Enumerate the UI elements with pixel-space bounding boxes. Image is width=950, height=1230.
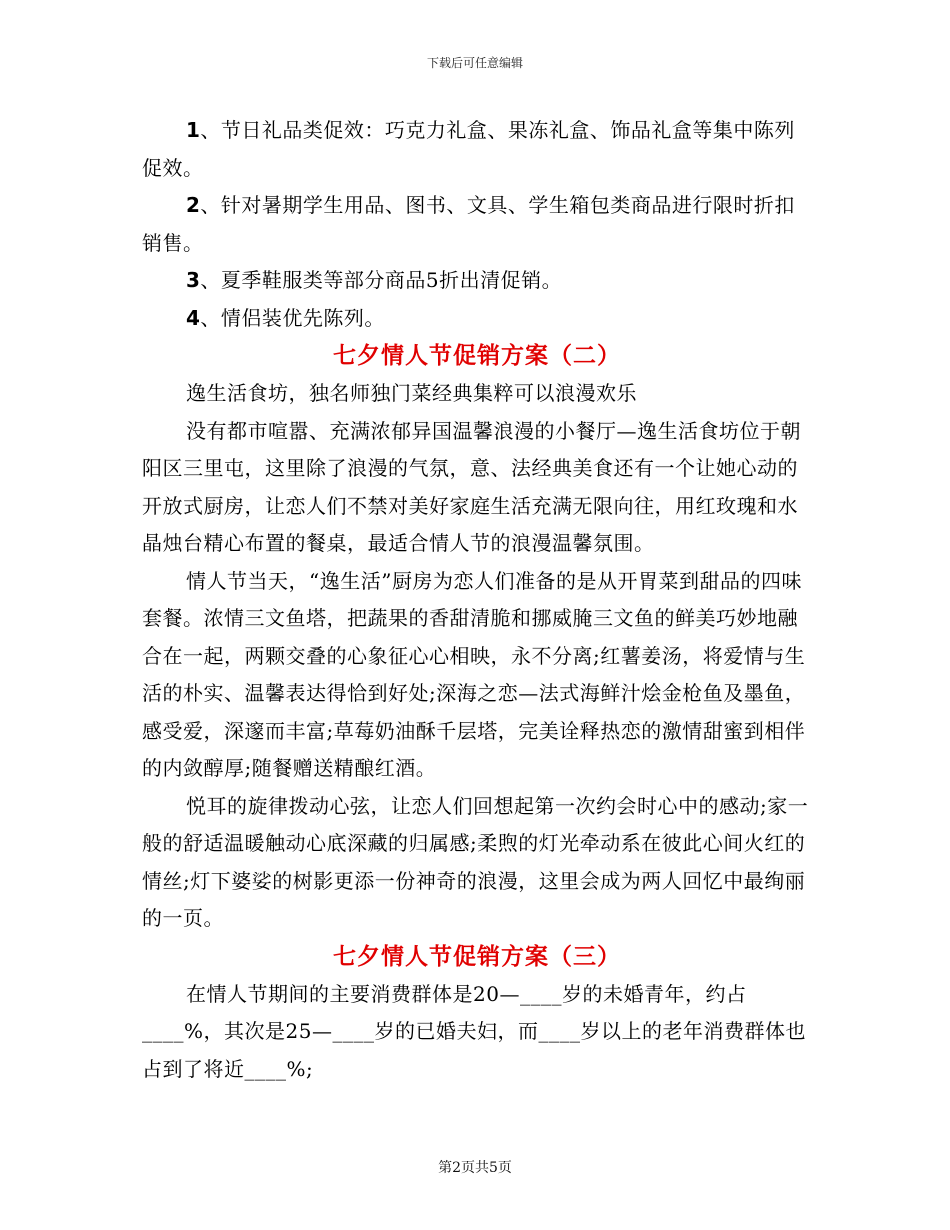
paragraph: 在情人节期间的主要消费群体是20—____岁的未婚青年，约占____%，其次是25—____岁的已婚夫妇，而____岁以上的老年消费群体也占到了将近____%;	[142, 981, 806, 1081]
paragraph: 逸生活食坊，独名师独门菜经典集粹可以浪漫欢乐	[186, 381, 637, 405]
paragraph: 悦耳的旋律拨动心弦，让恋人们回想起第一次约会时心中的感动;家一般的舒适温暖触动心底深藏的归属感;柔煦的灯光牵动系在彼此心间火红的情丝;灯下婆娑的树影更添一份神奇的浪漫，这里会成为两人回忆中最绚丽的一页。	[142, 793, 809, 930]
section-title: 七夕情人节促销方案（三）	[333, 942, 621, 970]
item-number: 4	[186, 305, 201, 330]
list-item	[142, 112, 812, 187]
item-text: 、情侣装优先陈列。	[200, 305, 385, 330]
paragraph: 情人节当天，“逸生活”厨房为恋人们准备的是从开胃菜到甜品的四味套餐。浓情三文鱼塔，把蔬果的香甜清脆和挪威腌三文鱼的鲜美巧妙地融合在一起，两颗交叠的心象征心心相映，永不分离;红薯姜汤，将爱情与生活的朴实、温馨表达得恰到好处;深海之恋—法式海鲜汁烩金枪鱼及墨鱼，感受爱，深邃而丰富;草莓奶油酥千层塔，完美诠释热恋的激情甜蜜到相伴的内敛醇厚;随餐赠送精酿红酒。	[142, 568, 806, 780]
page-header: 下载后可任意编辑	[426, 56, 523, 70]
item-text: 、针对暑期学生用品、图书、文具、学生箱包类商品进行限时折扣销售。	[142, 193, 795, 255]
item-number: 1	[186, 118, 201, 142]
section-title: 七夕情人节促销方案（二）	[333, 342, 621, 369]
list-item	[142, 262, 812, 300]
item-number: 3	[186, 268, 201, 292]
item-number: 2	[186, 193, 201, 217]
item-text: 、节日礼品类促效：巧克力礼盒、果冻礼盒、饰品礼盒等集中陈列促效。	[142, 118, 795, 180]
list-item	[142, 300, 812, 338]
paragraph: 没有都市喧嚣、充满浓郁异国温馨浪漫的小餐厅—逸生活食坊位于朝阳区三里屯，这里除了浪漫的气氛，意、法经典美食还有一个让她心动的开放式厨房，让恋人们不禁对美好家庭生活充满无限向往，用红玫瑰和水晶烛台精心布置的餐桌，最适合情人节的浪漫温馨氛围。	[142, 418, 801, 555]
document-body	[142, 112, 812, 1088]
list-item	[142, 187, 812, 262]
item-text: 、夏季鞋服类等部分商品5折出清促销。	[200, 268, 563, 292]
page-footer: 第2页共5页	[438, 1160, 512, 1176]
